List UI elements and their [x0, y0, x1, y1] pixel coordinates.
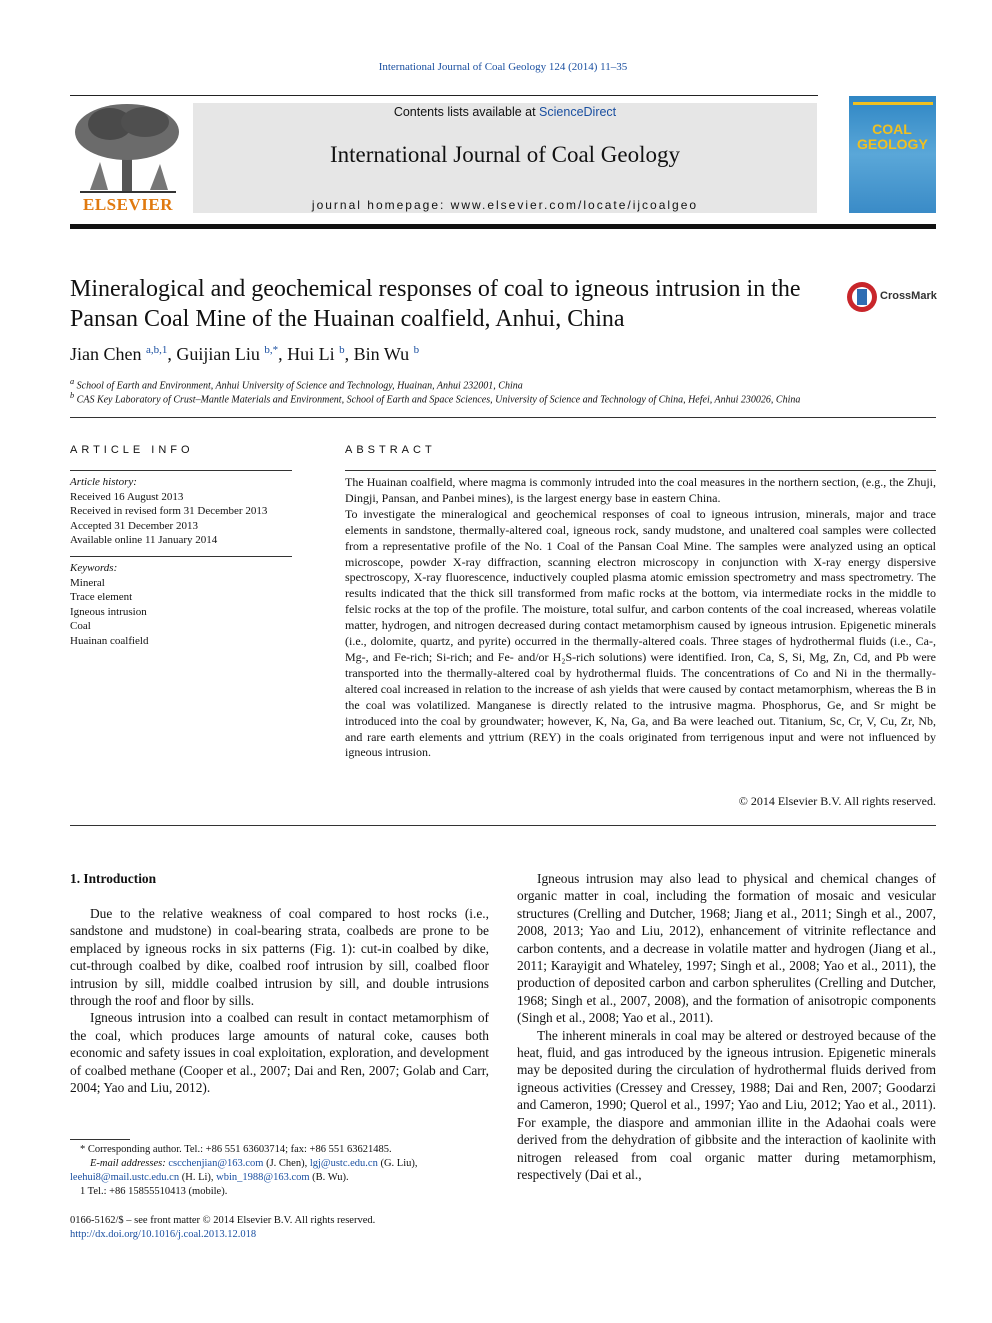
email-owner: (B. Wu).: [312, 1172, 349, 1183]
affiliation-mark: a: [70, 377, 75, 386]
keywords-rule: [70, 556, 292, 557]
affiliation-text: CAS Key Laboratory of Crust–Mantle Materials and Environment, School of Earth and Space Sciences, University of Science and Technology of China, Hefei, Anhui 230026, China: [76, 394, 801, 406]
cover-stripe: [853, 102, 933, 105]
section-heading: 1. Introduction: [70, 871, 157, 886]
history-revised: Received in revised form 31 December 2013: [70, 505, 268, 517]
abstract-paragraph: To investigate the mineralogical and geochemical responses of coal to igneous intrusion, minerals, major and trace elements in sandstone, thermally-altered coal, igneous rock, sandy mudstone, and unaltered coal samples were collected from a representative profile of the No. 1 Coal of the Pansan Coal Mine. The samples were analyzed using an optical microscope, powder X-ray diffraction, scanning electron microscopy in conjunction with X-ray energy dispersive spectroscopy, X-ray fluorescence, inductively coupled plasma atomic emission spectrometry and mass spectrometry. The results indicated that the thick sill transformed from mafic rocks at the bottom, via intermediate rocks in the middle to felsic rocks at the top of the profile. The moisture, total sulfur, and carbon contents of the coal increased, whereas volatile matter, hydrogen, and nitrogen decreased during contact metamorphism caused by igneous intrusion. Epigenetic minerals (i.e., dolomite, quartz, and pyrite) occurred in the thermally-altered coals. Three stages of hydrothermal fluids (i.e., Ca-, Mg-, and Fe-rich; Si-rich; and Fe- and/or H₂S-rich solutions) were identified. Iron, Ca, S, Si, Mg, Zn, Cd, and Pb were transported into the thermally-altered coal by hydrothermal fluids. The concentrations of Co and Ni in the thermally-altered coal increased in relation to the increase of ash yields that were caused by contact metamorphism, whereas the B in the coal was volatilized. Manganese is directly related to the intrusive magma. Phosphorus, Ge, and Sr might be introduced into the coal by groundwater; however, K, Na, Ga, and Ba were leached out. Titanium, Sc, Cr, V, Cu, Zr, Nb, and rare earth elements and yttrium (REY) in the coals originated from terrigenous input and were not influenced by igneous intrusion.: [345, 506, 936, 760]
email-label: E-mail addresses:: [90, 1158, 166, 1169]
history-label: Article history:: [70, 476, 137, 488]
affiliation-a: [70, 377, 523, 391]
article-title: Mineralogical and geochemical responses of coal to igneous intrusion in the Pansan Coal Mine of the Huainan coalfield, Anhui, China: [70, 276, 801, 332]
body-paragraph: Due to the relative weakness of coal compared to host rocks (i.e., sandstone and mudstone) in coal-bearing strata, coalbeds are prone to be emplaced by igneous rocks in six patterns (Fig. 1): cut-in coalbed by dike, cut-through coalbed by dike, coalbed roof intrusion by sill, coalbed floor intrusion by sill, middle coalbed intrusion by sill, and double intrusions through the roof and floor by sills.: [70, 906, 489, 1009]
email-owner: (J. Chen),: [266, 1158, 308, 1169]
keywords-label: Keywords:: [70, 562, 118, 574]
footnote-rule: [70, 1139, 130, 1140]
author-name[interactable]: Jian Chen: [70, 344, 142, 364]
journal-citation[interactable]: International Journal of Coal Geology 124 (2014) 11–35: [378, 61, 628, 73]
contents-line: [193, 105, 817, 119]
contents-prefix: Contents lists available at: [393, 105, 540, 119]
author-name[interactable]: Bin Wu: [353, 344, 410, 364]
keywords: [70, 561, 149, 648]
keyword: Coal: [70, 620, 91, 632]
doi-link[interactable]: http://dx.doi.org/10.1016/j.coal.2013.12.018: [70, 1229, 257, 1240]
email-link[interactable]: leehui8@mail.ustc.edu.cn: [70, 1172, 180, 1183]
article-info-heading: ARTICLE INFO: [70, 444, 194, 456]
email-owner: (H. Li),: [181, 1172, 214, 1183]
body-paragraph: Igneous intrusion into a coalbed can result in contact metamorphism of the coal, which produces large amounts of natural coke, causes both economic and safety issues in coal exploitation, exploration, and development of coalbed methane (Cooper et al., 2007; Dai and Ren, 2007; Golab and Carr, 2004; Yao and Liu, 2012).: [70, 1010, 489, 1096]
abstract-body: [345, 475, 936, 761]
email-link[interactable]: cscchenjian@163.com: [168, 1158, 264, 1169]
left-column: [70, 905, 489, 1096]
email-addresses: [70, 1157, 418, 1171]
history-online: Available online 11 January 2014: [70, 534, 218, 546]
abstract-rule: [345, 470, 936, 471]
author-name[interactable]: Hui Li: [287, 344, 335, 364]
author-name[interactable]: Guijian Liu: [176, 344, 260, 364]
crossmark-label[interactable]: CrossMark: [880, 290, 937, 302]
journal-homepage[interactable]: journal homepage: www.elsevier.com/locate/ijcoalgeo: [311, 198, 699, 212]
history-accepted: Accepted 31 December 2013: [70, 519, 198, 532]
affiliation-rule: [70, 417, 936, 418]
issn-line: 0166-5162/$ – see front matter © 2014 Elsevier B.V. All rights reserved.: [70, 1215, 376, 1226]
author-footnote-1: 1 Tel.: +86 15855510413 (mobile).: [80, 1186, 228, 1197]
affiliation-text: School of Earth and Environment, Anhui University of Science and Technology, Huainan, Anhui 232001, China: [76, 380, 523, 392]
right-column: [517, 870, 936, 1183]
abstract-heading: ABSTRACT: [345, 444, 436, 456]
email-link[interactable]: wbin_1988@163.com: [216, 1172, 310, 1183]
journal-cover-image: [849, 96, 936, 213]
keyword: Trace element: [70, 591, 133, 603]
history-received: Received 16 August 2013: [70, 490, 184, 503]
abstract-paragraph: The Huainan coalfield, where magma is commonly intruded into the coal measures in the northern section, (e.g., the Zhuji, Dingji, Pansan, and Panbei mines), is the largest energy base in eastern China.: [345, 475, 936, 505]
info-rule: [70, 470, 292, 471]
email-owner: (G. Liu),: [380, 1158, 418, 1169]
corresponding-author-note: * Corresponding author. Tel.: +86 551 63603714; fax: +86 551 63621485.: [80, 1144, 392, 1155]
abstract-bottom-rule: [70, 825, 936, 826]
keyword: Igneous intrusion: [70, 605, 147, 618]
author-affiliation-mark[interactable]: b: [339, 344, 345, 356]
body-paragraph: The inherent minerals in coal may be altered or destroyed because of the heat, fluid, and gas introduced by the igneous intrusion. Epigenetic minerals may be deposited during the circulation of hydrothermal fluids derived from igneous activities (Cressey and Cressey, 1988; Dai and Ren, 2007; Goodarzi and Cameron, 1990; Querol et al., 1997; Yao and Liu, 2012; Yao et al., 2011). For example, the diaspore and ammonian illite in the Adaohai coals were derived from the dehydration of gibbsite and the interaction of kaolinite with nitrogen released from coal organic matter during metamorphism, respectively (Dai et al.,: [517, 1027, 936, 1182]
author-affiliation-mark[interactable]: a,b,1: [146, 344, 168, 356]
author-list: Jian Chen $^{a,b,1}$, Guijian Liu $^{b,*}$, Hui Li $^b$, Bin Wu $^b$: [70, 344, 420, 364]
article-history: [70, 475, 267, 548]
author-affiliation-mark[interactable]: b: [413, 344, 420, 356]
author-affiliation-mark[interactable]: b,*: [264, 344, 279, 356]
affiliation-b: [70, 391, 800, 405]
body-paragraph: Igneous intrusion may also lead to physical and chemical changes of organic matter in coal, including the formation of mosaic and vesicular structures (Crelling and Dutcher, 1968; Jiang et al., 2011; Singh et al., 2007, 2008, 2013; Yao and Liu, 2012), enhancement of vitrinite reflectance and carbon contents, and a decrease in volatile matter and hydrogen (Jiang et al., 2011; Karayigit and Whateley, 1997; Singh et al., 2008; Yao et al., 2011), the production of deposited carbon and carbon spherulites (Crelling and Dutcher, 1968; Singh et al., 2007, 2008), and the formation of anisotropic components (Singh et al., 2008; Yao et al., 2011).: [517, 871, 936, 1026]
email-link[interactable]: lgj@ustc.edu.cn: [309, 1158, 378, 1169]
abstract-copyright: © 2014 Elsevier B.V. All rights reserved.: [738, 794, 936, 808]
sciencedirect-link[interactable]: ScienceDirect: [539, 105, 617, 119]
header-bottom-rule: [70, 224, 936, 229]
header-top-rule: [70, 95, 818, 96]
journal-title: International Journal of Coal Geology: [329, 142, 681, 167]
keyword: Mineral: [70, 576, 105, 589]
keyword: Huainan coalfield: [70, 634, 149, 647]
publisher-name: ELSEVIER: [83, 195, 173, 214]
email-addresses-cont: [70, 1171, 349, 1185]
cover-title: COAL GEOLOGY: [857, 121, 928, 152]
affiliation-mark: b: [70, 391, 75, 400]
